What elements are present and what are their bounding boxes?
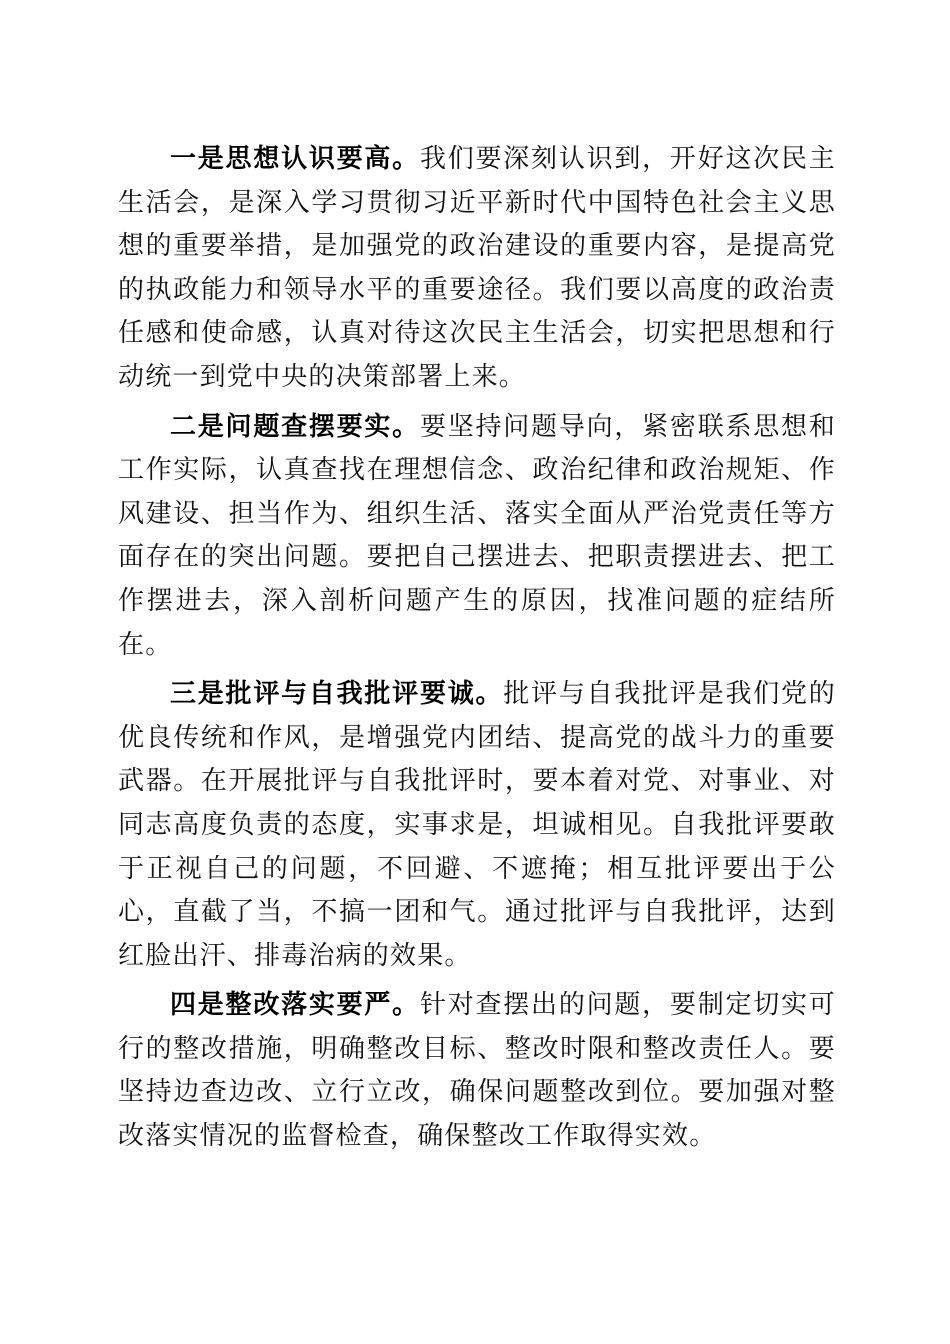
- paragraph-4-heading: 四是整改落实要严。: [170, 990, 420, 1021]
- paragraph-4: [118, 984, 836, 1158]
- paragraph-2: [118, 406, 836, 668]
- paragraph-3-text: 批评与自我批评是我们党的优良传统和作风，是增强党内团结、提高党的战斗力的重要武器。在开展批评与自我批评时，要本着对党、对事业、对同志高度负责的态度，实事求是，坦诚相见。自我批评要敢于正视自己的问题，不回避、不遮掩；相互批评要出于公心，直截了当，不搞一团和气。通过批评与自我批评，达到红脸出汗、排毒治病的效果。: [118, 679, 836, 971]
- paragraph-4-text: 针对查摆出的问题，要制定切实可行的整改措施，明确整改目标、整改时限和整改责任人。要坚持边查边改、立行立改，确保问题整改到位。要加强对整改落实情况的监督检查，确保整改工作取得实效。: [118, 990, 836, 1152]
- paragraph-2-text: 要坚持问题导向，紧密联系思想和工作实际，认真查找在理想信念、政治纪律和政治规矩、作风建设、担当作为、组织生活、落实全面从严治党责任等方面存在的突出问题。要把自己摆进去、把职责摆进去、把工作摆进去，深入剖析问题产生的原因，找准问题的症结所在。: [118, 411, 836, 660]
- document-body: [118, 138, 836, 1159]
- paragraph-2-heading: 二是问题查摆要实。: [170, 411, 420, 442]
- paragraph-1-text: 我们要深刻认识到，开好这次民主生活会，是深入学习贯彻习近平新时代中国特色社会主义思想的重要举措，是加强党的政治建设的重要内容，是提高党的执政能力和领导水平的重要途径。我们要以高度的政治责任感和使命感，认真对待这次民主生活会，切实把思想和行动统一到党中央的决策部署上来。: [118, 144, 836, 392]
- paragraph-1: [118, 138, 836, 400]
- paragraph-3: [118, 673, 836, 978]
- paragraph-3-heading: 三是批评与自我批评要诚。: [170, 679, 504, 710]
- paragraph-1-heading: 一是思想认识要高。: [170, 144, 420, 174]
